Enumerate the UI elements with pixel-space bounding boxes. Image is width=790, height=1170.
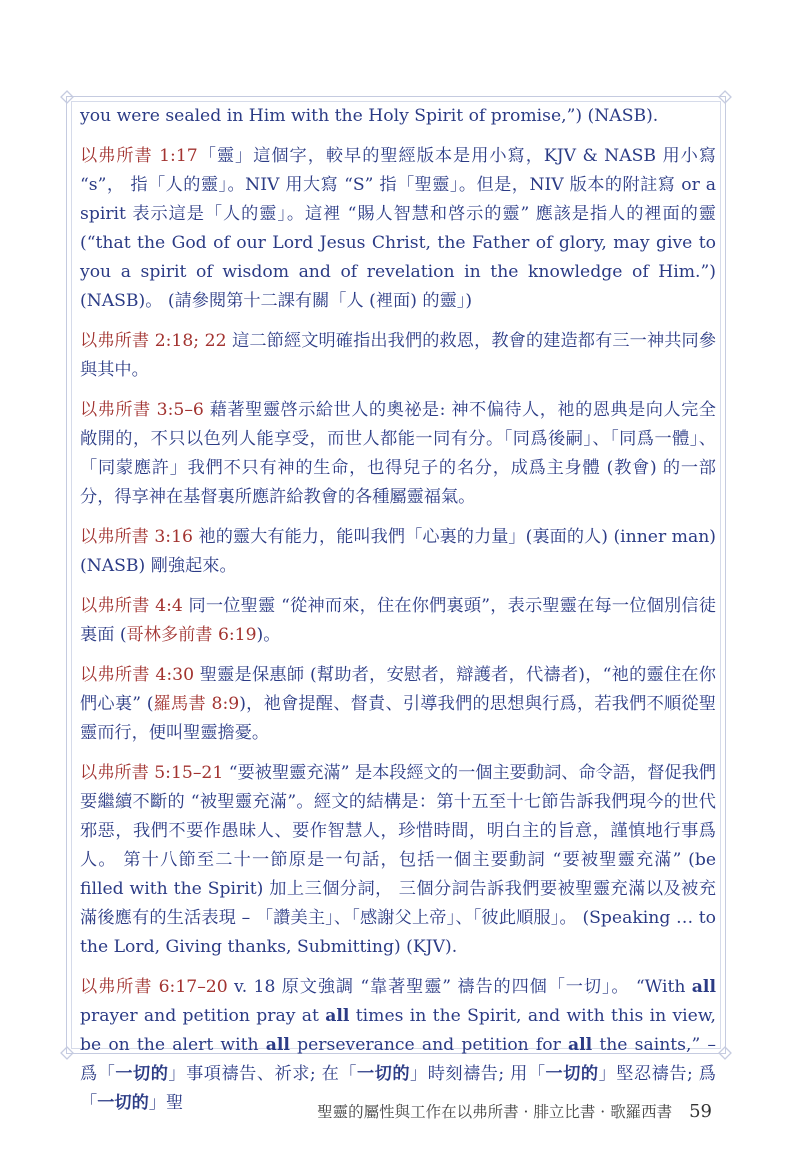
commentary-paragraph xyxy=(80,759,716,962)
paragraph-text: the saints,” – 爲「 xyxy=(80,1035,716,1084)
emphasis-text: all xyxy=(567,1035,593,1055)
scripture-reference: 羅馬書 8:9 xyxy=(153,694,240,714)
emphasis-text: 一切的 xyxy=(545,1064,599,1084)
paragraph-text: )。 xyxy=(256,625,281,645)
scripture-reference: 以弗所書 4:30 xyxy=(80,665,194,685)
commentary-paragraph xyxy=(80,592,716,650)
commentary-paragraph xyxy=(80,661,716,748)
paragraph-text: )，祂會提醒、督責、引導我們的思想與行爲，若我們不順從聖靈而行，便叫聖靈擔憂。 xyxy=(80,694,717,743)
paragraph-text: prayer and petition pray at xyxy=(80,1006,326,1026)
paragraph-text: 同一位聖靈 “從神而來，住在你們裏頭”，表示聖靈在每一位個別信徒裏面 ( xyxy=(80,596,717,645)
commentary-paragraph xyxy=(80,396,716,512)
corner-ornament-icon xyxy=(718,1046,732,1060)
emphasis-text: all xyxy=(265,1035,290,1055)
emphasis-text: 一切的 xyxy=(97,1093,149,1113)
emphasis-text: 一切的 xyxy=(115,1064,169,1084)
emphasis-text: all xyxy=(325,1006,350,1026)
running-title: 聖靈的屬性與工作在以弗所書 · 腓立比書 · 歌羅西書 xyxy=(317,1103,673,1121)
paragraph-text: you were sealed in Him with the Holy Spirit of promise,”) (NASB). xyxy=(80,106,659,126)
scripture-reference: 以弗所書 5:15–21 xyxy=(80,763,224,783)
commentary-paragraph xyxy=(80,327,716,385)
page-number: 59 xyxy=(689,1101,712,1122)
paragraph-text: perseverance and petition for xyxy=(289,1035,568,1055)
scripture-reference: 以弗所書 3:16 xyxy=(80,527,193,547)
commentary-paragraph xyxy=(80,142,716,316)
emphasis-text: all xyxy=(691,977,716,997)
paragraph-text: 藉著聖靈啓示給世人的奧祕是: 神不偏待人，祂的恩典是向人完全敞開的，不只以色列人能享受，而世人都能一同有分。「同爲後嗣」、「同爲一體」、「同蒙應許」我們不只有神的生命，也得兒子的名分，成爲主身體 (教會) 的一部分，得享神在基督裏所應許給教會的各種屬靈福氣。 xyxy=(80,400,716,507)
paragraph-text: 聖靈是保惠師 (幫助者，安慰者，辯護者，代禱者)，“祂的靈住在你們心裏” ( xyxy=(80,665,716,714)
scripture-reference: 以弗所書 6:17–20 xyxy=(80,977,228,997)
paragraph-text: “要被聖靈充滿” 是本段經文的一個主要動詞、命令語，督促我們要繼續不斷的 “被聖靈充滿”。經文的結構是：第十五至十七節告訴我們現今的世代邪惡，我們不要作愚昧人、要作智慧人，珍惜時間，明白主的旨意，謹慎地行事爲人。 第十八節至二十一節原是一句話，包括一個主要動詞 “要被聖靈充滿” (be filled with the Spirit) 加上三個分詞， 三個分詞告訴我們要被聖靈充滿以及被充滿後應有的生活表現 – 「讚美主」、「感謝父上帝」、「彼此順服」。 (Speaking … to the Lord, Giving thanks, Submitting) (KJV). xyxy=(80,763,716,957)
scripture-reference: 哥林多前書 6:19 xyxy=(126,625,257,645)
paragraph-text: 」時刻禱告; 用「 xyxy=(410,1064,546,1084)
corner-ornament-icon xyxy=(718,90,732,104)
commentary-body xyxy=(80,102,716,1129)
scripture-reference: 以弗所書 3:5–6 xyxy=(80,400,204,420)
paragraph-text: 」聖 xyxy=(148,1093,184,1113)
scripture-reference: 以弗所書 2:18; 22 xyxy=(80,331,227,351)
commentary-paragraph xyxy=(80,973,716,1118)
paragraph-text: 這二節經文明確指出我們的救恩，教會的建造都有三一神共同參與其中。 xyxy=(80,331,717,380)
corner-ornament-icon xyxy=(60,90,74,104)
paragraph-text: v. 18 原文強調 “靠著聖靈” 禱告的四個「一切」。 “With xyxy=(227,977,692,997)
paragraph-text: 祂的靈大有能力，能叫我們「心裏的力量」(裏面的人) (inner man) (NASB) 剛強起來。 xyxy=(80,527,717,576)
paragraph-text: 「靈」這個字，較早的聖經版本是用小寫，KJV & NASB 用小寫 “s”， 指「人的靈」。NIV 用大寫 “S” 指「聖靈」。但是，NIV 版本的附註寫 or a spirit 表示這是「人的靈」。這裡 “賜人智慧和啓示的靈” 應該是指人的裡面的靈 (“that the God of our Lord Jesus Christ, the Father of glory, may give to you a spirit of wisdom and of revelation in the knowledge of Him.”) (NASB)。 (請參閱第十二課有關「人 (裡面) 的靈」) xyxy=(80,146,717,311)
scripture-reference: 以弗所書 4:4 xyxy=(80,596,183,616)
paragraph-text: 」事項禱告、祈求; 在「 xyxy=(168,1064,357,1084)
commentary-paragraph xyxy=(80,523,716,581)
paragraph-text: 」堅忍禱告; 爲「 xyxy=(80,1064,716,1113)
commentary-paragraph xyxy=(80,102,716,131)
corner-ornament-icon xyxy=(60,1046,74,1060)
scripture-reference: 以弗所書 1:17 xyxy=(80,146,198,166)
paragraph-text: times in the Spirit, and with this in view, be on the alert with xyxy=(80,1006,716,1055)
page-footer xyxy=(0,1100,712,1122)
emphasis-text: 一切的 xyxy=(356,1064,411,1084)
